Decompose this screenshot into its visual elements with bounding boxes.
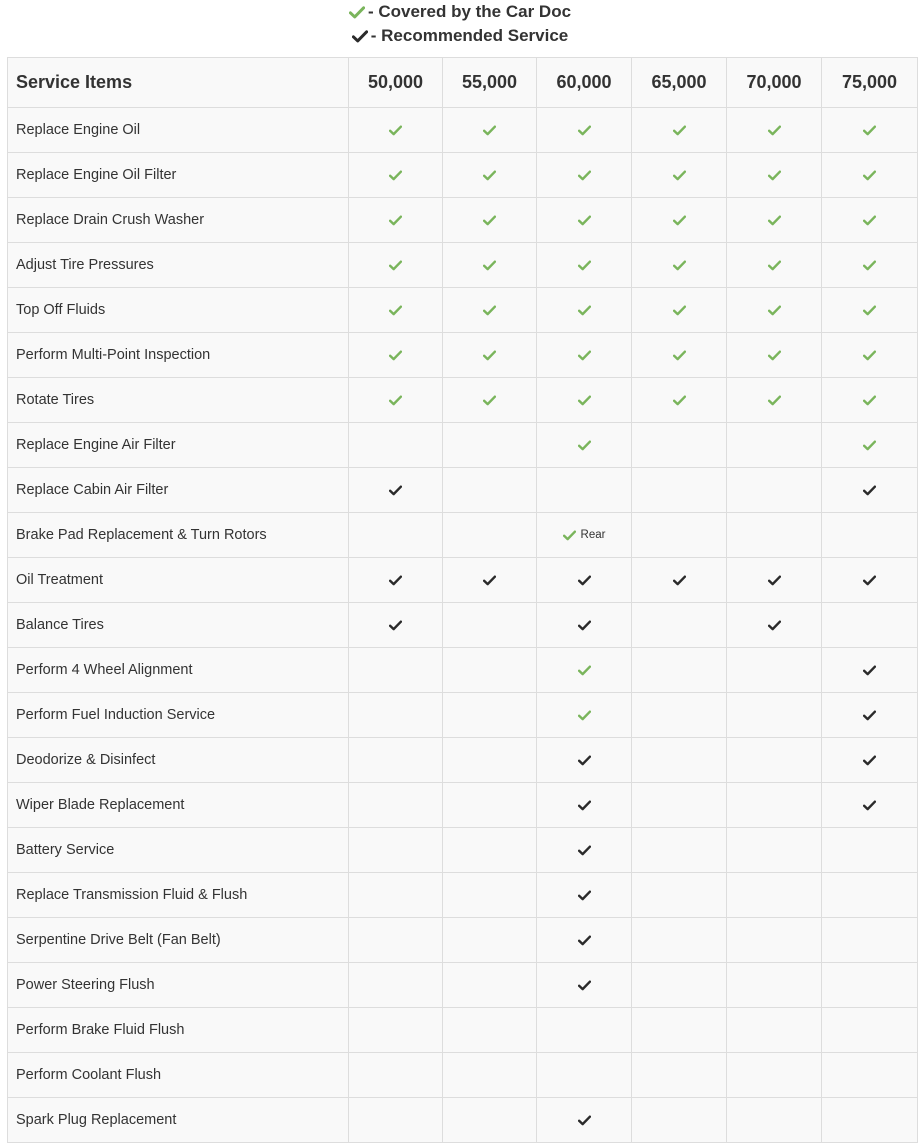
green-check-icon (863, 260, 876, 271)
service-item-name: Spark Plug Replacement (8, 1098, 349, 1143)
service-cell (349, 783, 443, 828)
service-cell (537, 423, 632, 468)
table-row (8, 828, 918, 873)
service-cell (443, 153, 537, 198)
service-cell (443, 648, 537, 693)
service-item-name: Replace Engine Air Filter (8, 423, 349, 468)
green-check-icon (483, 260, 496, 271)
table-row (8, 1098, 918, 1143)
green-check-icon (578, 215, 591, 226)
service-cell (537, 603, 632, 648)
green-check-icon (673, 215, 686, 226)
service-cell (443, 423, 537, 468)
table-row (8, 738, 918, 783)
service-item-name: Deodorize & Disinfect (8, 738, 349, 783)
service-cell (632, 558, 727, 603)
legend-recommended (0, 25, 920, 47)
service-item-name: Perform 4 Wheel Alignment (8, 648, 349, 693)
service-cell (822, 693, 918, 738)
service-item-name: Replace Drain Crush Washer (8, 198, 349, 243)
service-item-name: Serpentine Drive Belt (Fan Belt) (8, 918, 349, 963)
table-row (8, 693, 918, 738)
service-cell (349, 828, 443, 873)
green-check-icon (768, 260, 781, 271)
green-check-icon (863, 215, 876, 226)
black-check-icon (578, 845, 591, 856)
service-cell (537, 558, 632, 603)
service-cell (727, 153, 822, 198)
service-cell (727, 783, 822, 828)
green-check-icon (863, 395, 876, 406)
service-cell (443, 1008, 537, 1053)
service-cell (349, 1008, 443, 1053)
service-item-name: Oil Treatment (8, 558, 349, 603)
green-check-icon (578, 260, 591, 271)
header-row (8, 58, 918, 108)
service-cell (822, 423, 918, 468)
service-cell (727, 513, 822, 558)
black-check-icon (863, 710, 876, 721)
table-row (8, 288, 918, 333)
green-check-icon (578, 305, 591, 316)
service-cell (822, 603, 918, 648)
service-cell (349, 1098, 443, 1143)
service-cell (822, 738, 918, 783)
black-check-icon (863, 800, 876, 811)
black-check-icon (863, 665, 876, 676)
service-cell (537, 783, 632, 828)
service-cell (443, 828, 537, 873)
table-row (8, 1053, 918, 1098)
table-row (8, 648, 918, 693)
green-check-icon (483, 215, 496, 226)
service-cell (349, 243, 443, 288)
service-cell (727, 918, 822, 963)
table-row (8, 513, 918, 558)
service-cell (727, 1008, 822, 1053)
service-cell (822, 918, 918, 963)
service-cell (632, 1053, 727, 1098)
table-row (8, 873, 918, 918)
service-cell (443, 738, 537, 783)
green-check-icon (389, 125, 402, 136)
black-check-icon (352, 30, 368, 43)
service-cell (443, 1098, 537, 1143)
service-cell (443, 558, 537, 603)
service-cell (822, 1053, 918, 1098)
service-cell (537, 918, 632, 963)
service-cell (727, 333, 822, 378)
black-check-icon (863, 755, 876, 766)
service-cell (727, 693, 822, 738)
service-cell (349, 603, 443, 648)
table-row (8, 603, 918, 648)
black-check-icon (863, 575, 876, 586)
cell-note: Rear (580, 529, 606, 542)
green-check-icon (768, 350, 781, 361)
service-cell (632, 108, 727, 153)
service-cell (443, 693, 537, 738)
service-cell (727, 963, 822, 1008)
service-item-name: Rotate Tires (8, 378, 349, 423)
service-cell (822, 468, 918, 513)
table-row (8, 378, 918, 423)
service-cell (443, 1053, 537, 1098)
service-cell (349, 1053, 443, 1098)
service-cell (349, 918, 443, 963)
black-check-icon (578, 575, 591, 586)
green-check-icon (768, 305, 781, 316)
legend (0, 0, 920, 57)
service-cell (349, 648, 443, 693)
service-cell (727, 108, 822, 153)
mileage-header: 75,000 (822, 58, 918, 108)
green-check-icon (563, 530, 576, 541)
service-item-name: Replace Engine Oil (8, 108, 349, 153)
black-check-icon (389, 485, 402, 496)
table-row (8, 108, 918, 153)
service-cell (349, 513, 443, 558)
green-check-icon (389, 395, 402, 406)
green-check-icon (863, 440, 876, 451)
service-cell (632, 423, 727, 468)
service-cell (537, 378, 632, 423)
green-check-icon (389, 170, 402, 181)
green-check-icon (578, 350, 591, 361)
legend-covered-label: - Covered by the Car Doc (367, 2, 572, 21)
service-cell (727, 603, 822, 648)
green-check-icon (673, 170, 686, 181)
black-check-icon (389, 620, 402, 631)
service-cell (537, 873, 632, 918)
green-check-icon (578, 665, 591, 676)
table-row (8, 783, 918, 828)
service-cell (727, 468, 822, 513)
service-cell (537, 513, 632, 558)
service-item-name: Brake Pad Replacement & Turn Rotors (8, 513, 349, 558)
green-check-icon (483, 395, 496, 406)
service-cell (632, 873, 727, 918)
legend-recommended-label: - Recommended Service (370, 26, 569, 45)
green-check-icon (673, 350, 686, 361)
service-cell (537, 288, 632, 333)
green-check-icon (863, 305, 876, 316)
service-item-name: Adjust Tire Pressures (8, 243, 349, 288)
service-cell (822, 378, 918, 423)
green-check-icon (673, 125, 686, 136)
green-check-icon (389, 305, 402, 316)
green-check-icon (578, 395, 591, 406)
service-cell (537, 828, 632, 873)
green-check-icon (578, 125, 591, 136)
service-schedule-table (7, 57, 918, 1143)
service-cell (537, 963, 632, 1008)
green-check-icon (578, 710, 591, 721)
black-check-icon (673, 575, 686, 586)
service-cell (727, 828, 822, 873)
service-item-name: Replace Cabin Air Filter (8, 468, 349, 513)
green-check-icon (483, 305, 496, 316)
service-item-name: Perform Brake Fluid Flush (8, 1008, 349, 1053)
table-body (8, 108, 918, 1143)
table-row (8, 558, 918, 603)
service-cell (727, 558, 822, 603)
service-cell (632, 918, 727, 963)
service-cell (822, 1098, 918, 1143)
table-row (8, 963, 918, 1008)
table-row (8, 423, 918, 468)
black-check-icon (578, 1115, 591, 1126)
service-cell (822, 963, 918, 1008)
service-cell (727, 378, 822, 423)
green-check-icon (768, 170, 781, 181)
service-cell (349, 288, 443, 333)
service-items-header: Service Items (8, 58, 349, 108)
mileage-header: 55,000 (443, 58, 537, 108)
service-cell (537, 333, 632, 378)
service-cell (443, 378, 537, 423)
service-cell (632, 828, 727, 873)
service-cell (822, 513, 918, 558)
service-cell (537, 738, 632, 783)
service-item-name: Replace Transmission Fluid & Flush (8, 873, 349, 918)
service-cell (443, 288, 537, 333)
mileage-header: 70,000 (727, 58, 822, 108)
legend-covered (0, 1, 920, 23)
service-cell (727, 243, 822, 288)
service-cell (822, 1008, 918, 1053)
service-cell (822, 333, 918, 378)
service-cell (632, 738, 727, 783)
service-cell (727, 738, 822, 783)
service-item-name: Wiper Blade Replacement (8, 783, 349, 828)
green-check-icon (863, 125, 876, 136)
service-cell (822, 828, 918, 873)
service-cell (632, 198, 727, 243)
black-check-icon (768, 620, 781, 631)
service-cell (822, 873, 918, 918)
service-cell (349, 738, 443, 783)
black-check-icon (483, 575, 496, 586)
black-check-icon (863, 485, 876, 496)
service-cell (632, 603, 727, 648)
green-check-icon (483, 350, 496, 361)
service-cell (727, 1053, 822, 1098)
service-cell (727, 648, 822, 693)
service-cell (632, 693, 727, 738)
green-check-icon (578, 170, 591, 181)
service-cell (349, 963, 443, 1008)
service-item-name: Battery Service (8, 828, 349, 873)
green-check-icon (483, 170, 496, 181)
service-cell (822, 198, 918, 243)
table-row (8, 333, 918, 378)
service-cell (349, 468, 443, 513)
service-cell (349, 423, 443, 468)
mileage-header: 50,000 (349, 58, 443, 108)
service-cell (443, 603, 537, 648)
service-cell (537, 468, 632, 513)
black-check-icon (578, 980, 591, 991)
service-cell (632, 153, 727, 198)
service-cell (727, 1098, 822, 1143)
green-check-icon (389, 260, 402, 271)
service-cell (632, 1098, 727, 1143)
service-cell (349, 108, 443, 153)
service-cell (727, 423, 822, 468)
black-check-icon (578, 890, 591, 901)
service-cell (537, 648, 632, 693)
service-cell (443, 963, 537, 1008)
service-cell (822, 108, 918, 153)
service-cell (537, 1053, 632, 1098)
service-item-name: Perform Fuel Induction Service (8, 693, 349, 738)
service-cell (537, 243, 632, 288)
service-cell (349, 153, 443, 198)
service-cell (349, 378, 443, 423)
service-cell (537, 108, 632, 153)
service-cell (822, 153, 918, 198)
mileage-header: 60,000 (537, 58, 632, 108)
table-row (8, 1008, 918, 1053)
service-cell (632, 378, 727, 423)
service-cell (443, 468, 537, 513)
service-cell (632, 963, 727, 1008)
service-cell (443, 918, 537, 963)
service-cell (632, 243, 727, 288)
service-cell (349, 693, 443, 738)
table-row (8, 918, 918, 963)
service-cell (537, 1008, 632, 1053)
green-check-icon (578, 440, 591, 451)
service-cell (822, 243, 918, 288)
black-check-icon (578, 935, 591, 946)
green-check-icon (863, 350, 876, 361)
black-check-icon (768, 575, 781, 586)
service-cell (537, 153, 632, 198)
service-item-name: Replace Engine Oil Filter (8, 153, 349, 198)
service-cell (822, 783, 918, 828)
service-cell (443, 333, 537, 378)
service-cell (349, 198, 443, 243)
green-check-icon (768, 215, 781, 226)
green-check-icon (483, 125, 496, 136)
service-cell (632, 288, 727, 333)
service-cell (632, 513, 727, 558)
service-cell (822, 558, 918, 603)
service-cell (632, 1008, 727, 1053)
mileage-header: 65,000 (632, 58, 727, 108)
service-cell (443, 513, 537, 558)
table-row (8, 468, 918, 513)
table-row (8, 243, 918, 288)
green-check-icon (673, 260, 686, 271)
green-check-icon (768, 125, 781, 136)
green-check-icon (673, 305, 686, 316)
service-item-name: Power Steering Flush (8, 963, 349, 1008)
black-check-icon (578, 620, 591, 631)
table-row (8, 198, 918, 243)
service-cell (537, 693, 632, 738)
green-check-icon (673, 395, 686, 406)
service-cell (537, 1098, 632, 1143)
green-check-icon (863, 170, 876, 181)
service-cell (727, 873, 822, 918)
service-cell (537, 198, 632, 243)
service-cell (632, 783, 727, 828)
service-cell (727, 198, 822, 243)
service-item-name: Perform Coolant Flush (8, 1053, 349, 1098)
service-cell (822, 288, 918, 333)
green-check-icon (349, 6, 365, 19)
black-check-icon (578, 755, 591, 766)
service-cell (632, 333, 727, 378)
service-cell (632, 648, 727, 693)
black-check-icon (578, 800, 591, 811)
service-cell (349, 873, 443, 918)
green-check-icon (768, 395, 781, 406)
service-item-name: Balance Tires (8, 603, 349, 648)
service-cell (632, 468, 727, 513)
table-row (8, 153, 918, 198)
service-cell (443, 243, 537, 288)
service-cell (443, 198, 537, 243)
service-cell (443, 783, 537, 828)
service-cell (349, 333, 443, 378)
green-check-icon (389, 215, 402, 226)
service-cell (349, 558, 443, 603)
green-check-icon (389, 350, 402, 361)
service-cell (727, 288, 822, 333)
service-item-name: Top Off Fluids (8, 288, 349, 333)
service-item-name: Perform Multi-Point Inspection (8, 333, 349, 378)
service-cell (443, 108, 537, 153)
service-cell (822, 648, 918, 693)
service-cell (443, 873, 537, 918)
black-check-icon (389, 575, 402, 586)
